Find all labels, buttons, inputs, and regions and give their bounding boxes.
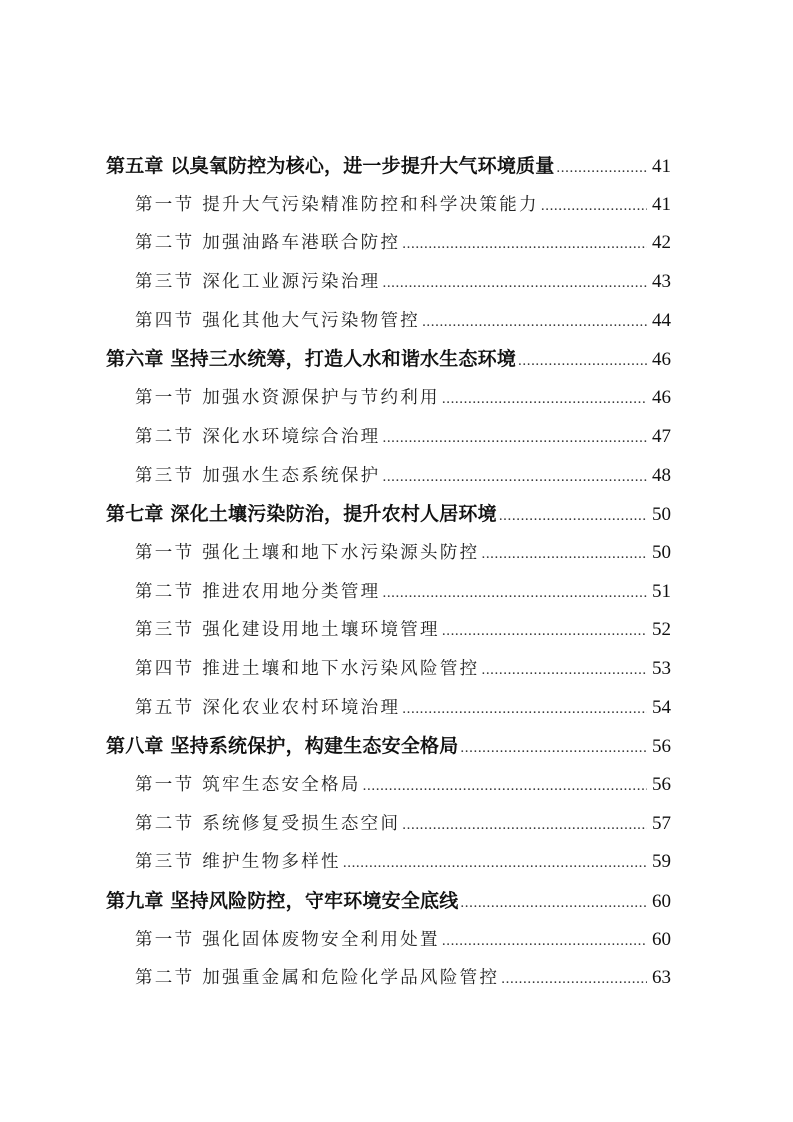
toc-chapter-entry[interactable] [106,495,671,534]
toc-entry-page: 44 [652,309,671,331]
dot-leader [541,187,647,226]
toc-entry-title: 第七章 深化土壤污染防治，提升农村人居环境 [106,503,497,526]
dot-leader [402,806,647,845]
toc-entry-page: 47 [652,425,671,447]
toc-entry-page: 46 [652,349,671,371]
dot-leader [382,419,647,458]
toc-entry-title: 第六章 坚持三水统筹，打造人水和谐水生态环境 [106,348,517,371]
toc-section-entry[interactable] [106,302,671,341]
toc-entry-title: 第三节 强化建设用地土壤环境管理 [135,620,440,641]
toc-entry-page: 56 [652,774,671,795]
toc-entry-page: 50 [652,504,671,526]
dot-leader [402,225,647,264]
toc-entry-title: 第四节 强化其他大气污染物管控 [135,310,421,331]
toc-entry-title: 第一节 强化土壤和地下水污染源头防控 [135,542,480,563]
toc-entry-title: 第一节 提升大气污染精准防控和科学决策能力 [135,194,539,215]
toc-entry-page: 59 [652,851,671,873]
toc-section-entry[interactable] [106,186,671,225]
toc-entry-title: 第一节 筑牢生态安全格局 [135,775,361,795]
dot-leader [343,844,647,883]
toc-entry-page: 53 [652,657,671,679]
toc-section-entry[interactable] [106,534,671,573]
dot-leader [481,535,647,574]
table-of-contents [106,147,671,998]
toc-entry-page: 50 [652,541,671,563]
toc-entry-title: 第八章 坚持系统保护，构建生态安全格局 [106,735,459,758]
toc-entry-page: 60 [652,928,671,950]
toc-entry-title: 第一节 加强水资源保护与节约利用 [135,388,440,409]
toc-entry-page: 57 [652,812,671,834]
toc-entry-page: 41 [652,156,671,177]
toc-entry-page: 54 [652,696,671,718]
toc-entry-title: 第五章 以臭氧防控为核心，进一步提升大气环境质量 [106,155,555,177]
toc-chapter-entry[interactable] [106,882,671,921]
toc-section-entry[interactable] [106,418,671,457]
toc-entry-title: 第二节 加强油路车港联合防控 [135,233,401,254]
dot-leader [460,884,647,923]
dot-leader [460,729,647,768]
dot-leader [363,767,647,806]
toc-section-entry[interactable] [106,611,671,650]
dot-leader [499,497,647,536]
dot-leader [382,574,647,613]
dot-leader [481,651,647,690]
toc-section-entry[interactable] [106,457,671,496]
toc-section-entry[interactable] [106,650,671,689]
toc-entry-title: 第一节 强化固体废物安全利用处置 [135,929,440,950]
toc-section-entry[interactable] [106,843,671,882]
toc-entry-title: 第九章 坚持风险防控，守牢环境安全底线 [106,890,459,913]
toc-entry-title: 第二节 推进农用地分类管理 [135,581,381,602]
toc-entry-page: 52 [652,619,671,641]
toc-entry-title: 第五节 深化农业农村环境治理 [135,697,401,718]
toc-section-entry[interactable] [106,921,671,960]
dot-leader [442,612,647,651]
toc-section-entry[interactable] [106,805,671,844]
dot-leader [501,960,647,999]
dot-leader [442,922,647,961]
toc-section-entry[interactable] [106,263,671,302]
toc-entry-title: 第二节 系统修复受损生态空间 [135,813,401,834]
toc-entry-title: 第三节 深化工业源污染治理 [135,272,381,293]
dot-leader [382,264,647,303]
dot-leader [382,458,647,497]
toc-entry-page: 43 [652,271,671,293]
toc-entry-title: 第二节 深化水环境综合治理 [135,426,381,447]
toc-section-entry[interactable] [106,959,671,998]
toc-entry-page: 46 [652,387,671,409]
dot-leader [518,342,647,381]
toc-section-entry[interactable] [106,379,671,418]
toc-entry-page: 63 [652,967,671,989]
toc-entry-page: 51 [652,580,671,602]
toc-chapter-entry[interactable] [106,147,671,186]
toc-entry-title: 第二节 加强重金属和危险化学品风险管控 [135,968,500,989]
dot-leader [556,149,647,188]
dot-leader [442,380,647,419]
toc-entry-page: 42 [652,232,671,254]
toc-entry-title: 第三节 维护生物多样性 [135,852,341,873]
toc-section-entry[interactable] [106,689,671,728]
dot-leader [402,690,647,729]
toc-section-entry[interactable] [106,766,671,805]
toc-section-entry[interactable] [106,224,671,263]
toc-entry-page: 41 [652,193,671,215]
toc-entry-page: 60 [652,891,671,913]
toc-entry-title: 第三节 加强水生态系统保护 [135,465,381,486]
toc-entry-page: 48 [652,464,671,486]
toc-section-entry[interactable] [106,573,671,612]
toc-entry-page: 56 [652,736,671,758]
dot-leader [422,303,647,342]
toc-chapter-entry[interactable] [106,727,671,766]
toc-entry-title: 第四节 推进土壤和地下水污染风险管控 [135,658,480,679]
toc-chapter-entry[interactable] [106,340,671,379]
